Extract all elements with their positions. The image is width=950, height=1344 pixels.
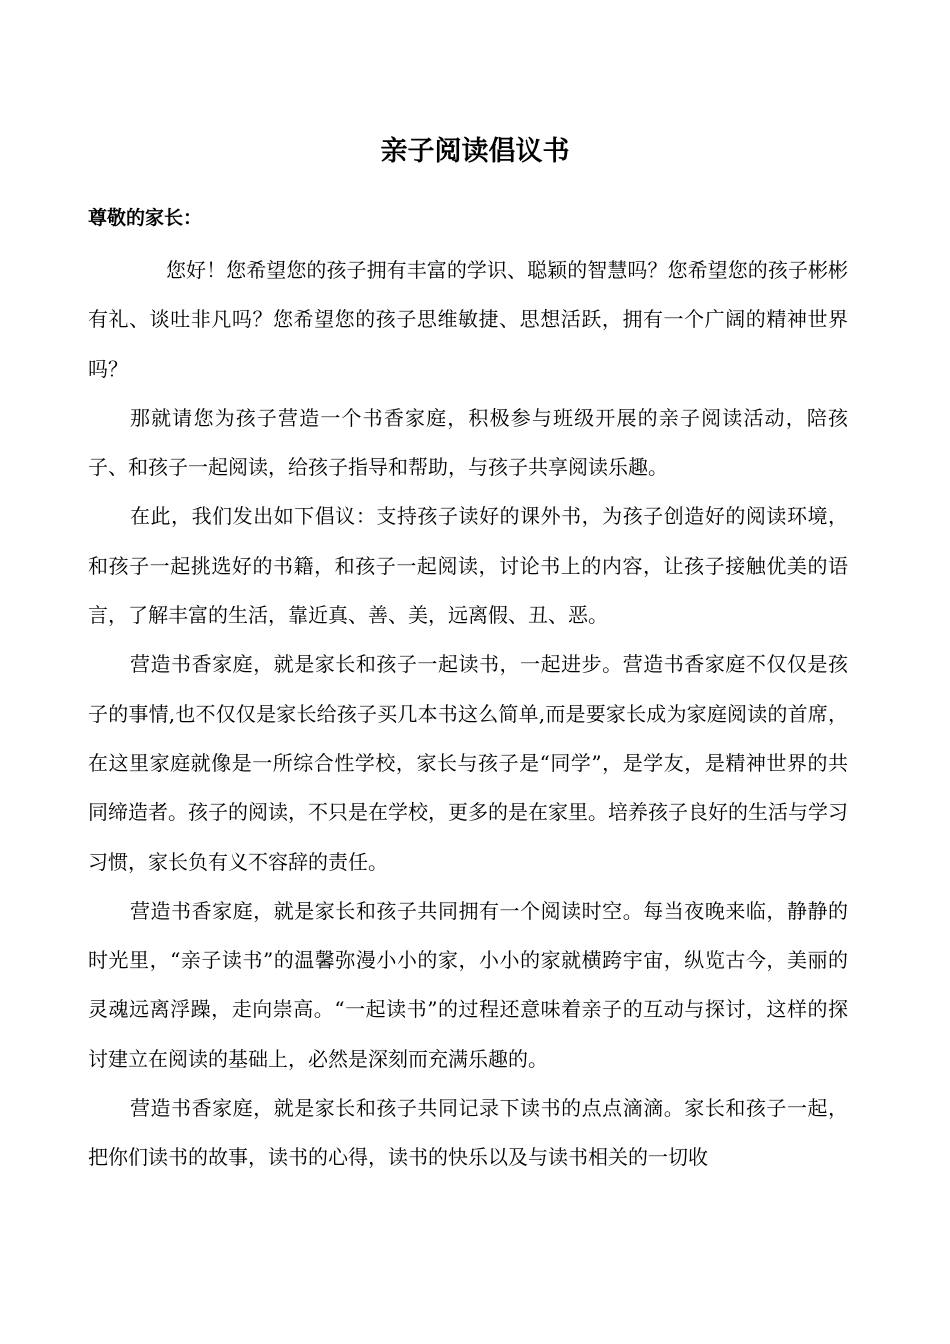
paragraph-proposal: 在此，我们发出如下倡议：支持孩子读好的课外书，为孩子创造好的阅读环境，和孩子一起挑选好的书籍，和孩子一起阅读，讨论书上的内容，让孩子接触优美的语言，了解丰富的生活，靠近真、善、美，远离假、丑、恶。 <box>88 504 848 628</box>
paragraph-recording: 营造书香家庭，就是家长和孩子共同记录下读书的点点滴滴。家长和孩子一起，把你们读书的故事，读书的心得，读书的快乐以及与读书相关的一切收 <box>88 1096 848 1170</box>
salutation: 尊敬的家长： <box>88 207 203 229</box>
paragraph-reading-together: 营造书香家庭，就是家长和孩子一起读书，一起进步。营造书香家庭不仅仅是孩子的事情,也不仅仅是家长给孩子买几本书这么简单,而是要家长成为家庭阅读的首席，在这里家庭就像是一所综合性学校，家长与孩子是“同学”，是学友，是精神世界的共同缔造者。孩子的阅读，不只是在学校，更多的是在家里。培养孩子良好的生活与学习习惯，家长负有义不容辞的责任。 <box>88 652 848 874</box>
paragraph-greeting: 您好！您希望您的孩子拥有丰富的学识、聪颖的智慧吗？您希望您的孩子彬彬有礼、谈吐非凡吗？您希望您的孩子思维敏捷、思想活跃，拥有一个广阔的精神世界吗？ <box>88 258 848 381</box>
paragraph-reading-time: 营造书香家庭，就是家长和孩子共同拥有一个阅读时空。每当夜晚来临，静静的时光里，“亲子读书”的温馨弥漫小小的家，小小的家就横跨宇宙，纵览古今，美丽的灵魂远离浮躁，走向崇高。“一起读书”的过程还意味着亲子的互动与探讨，这样的探讨建立在阅读的基础上，必然是深刻而充满乐趣的。 <box>88 898 848 1071</box>
document-body <box>88 246 848 1183</box>
paragraph-invitation: 那就请您为孩子营造一个书香家庭，积极参与班级开展的亲子阅读活动，陪孩子、和孩子一起阅读，给孩子指导和帮助，与孩子共享阅读乐趣。 <box>88 405 848 480</box>
document-title: 亲子阅读倡议书 <box>380 136 570 167</box>
